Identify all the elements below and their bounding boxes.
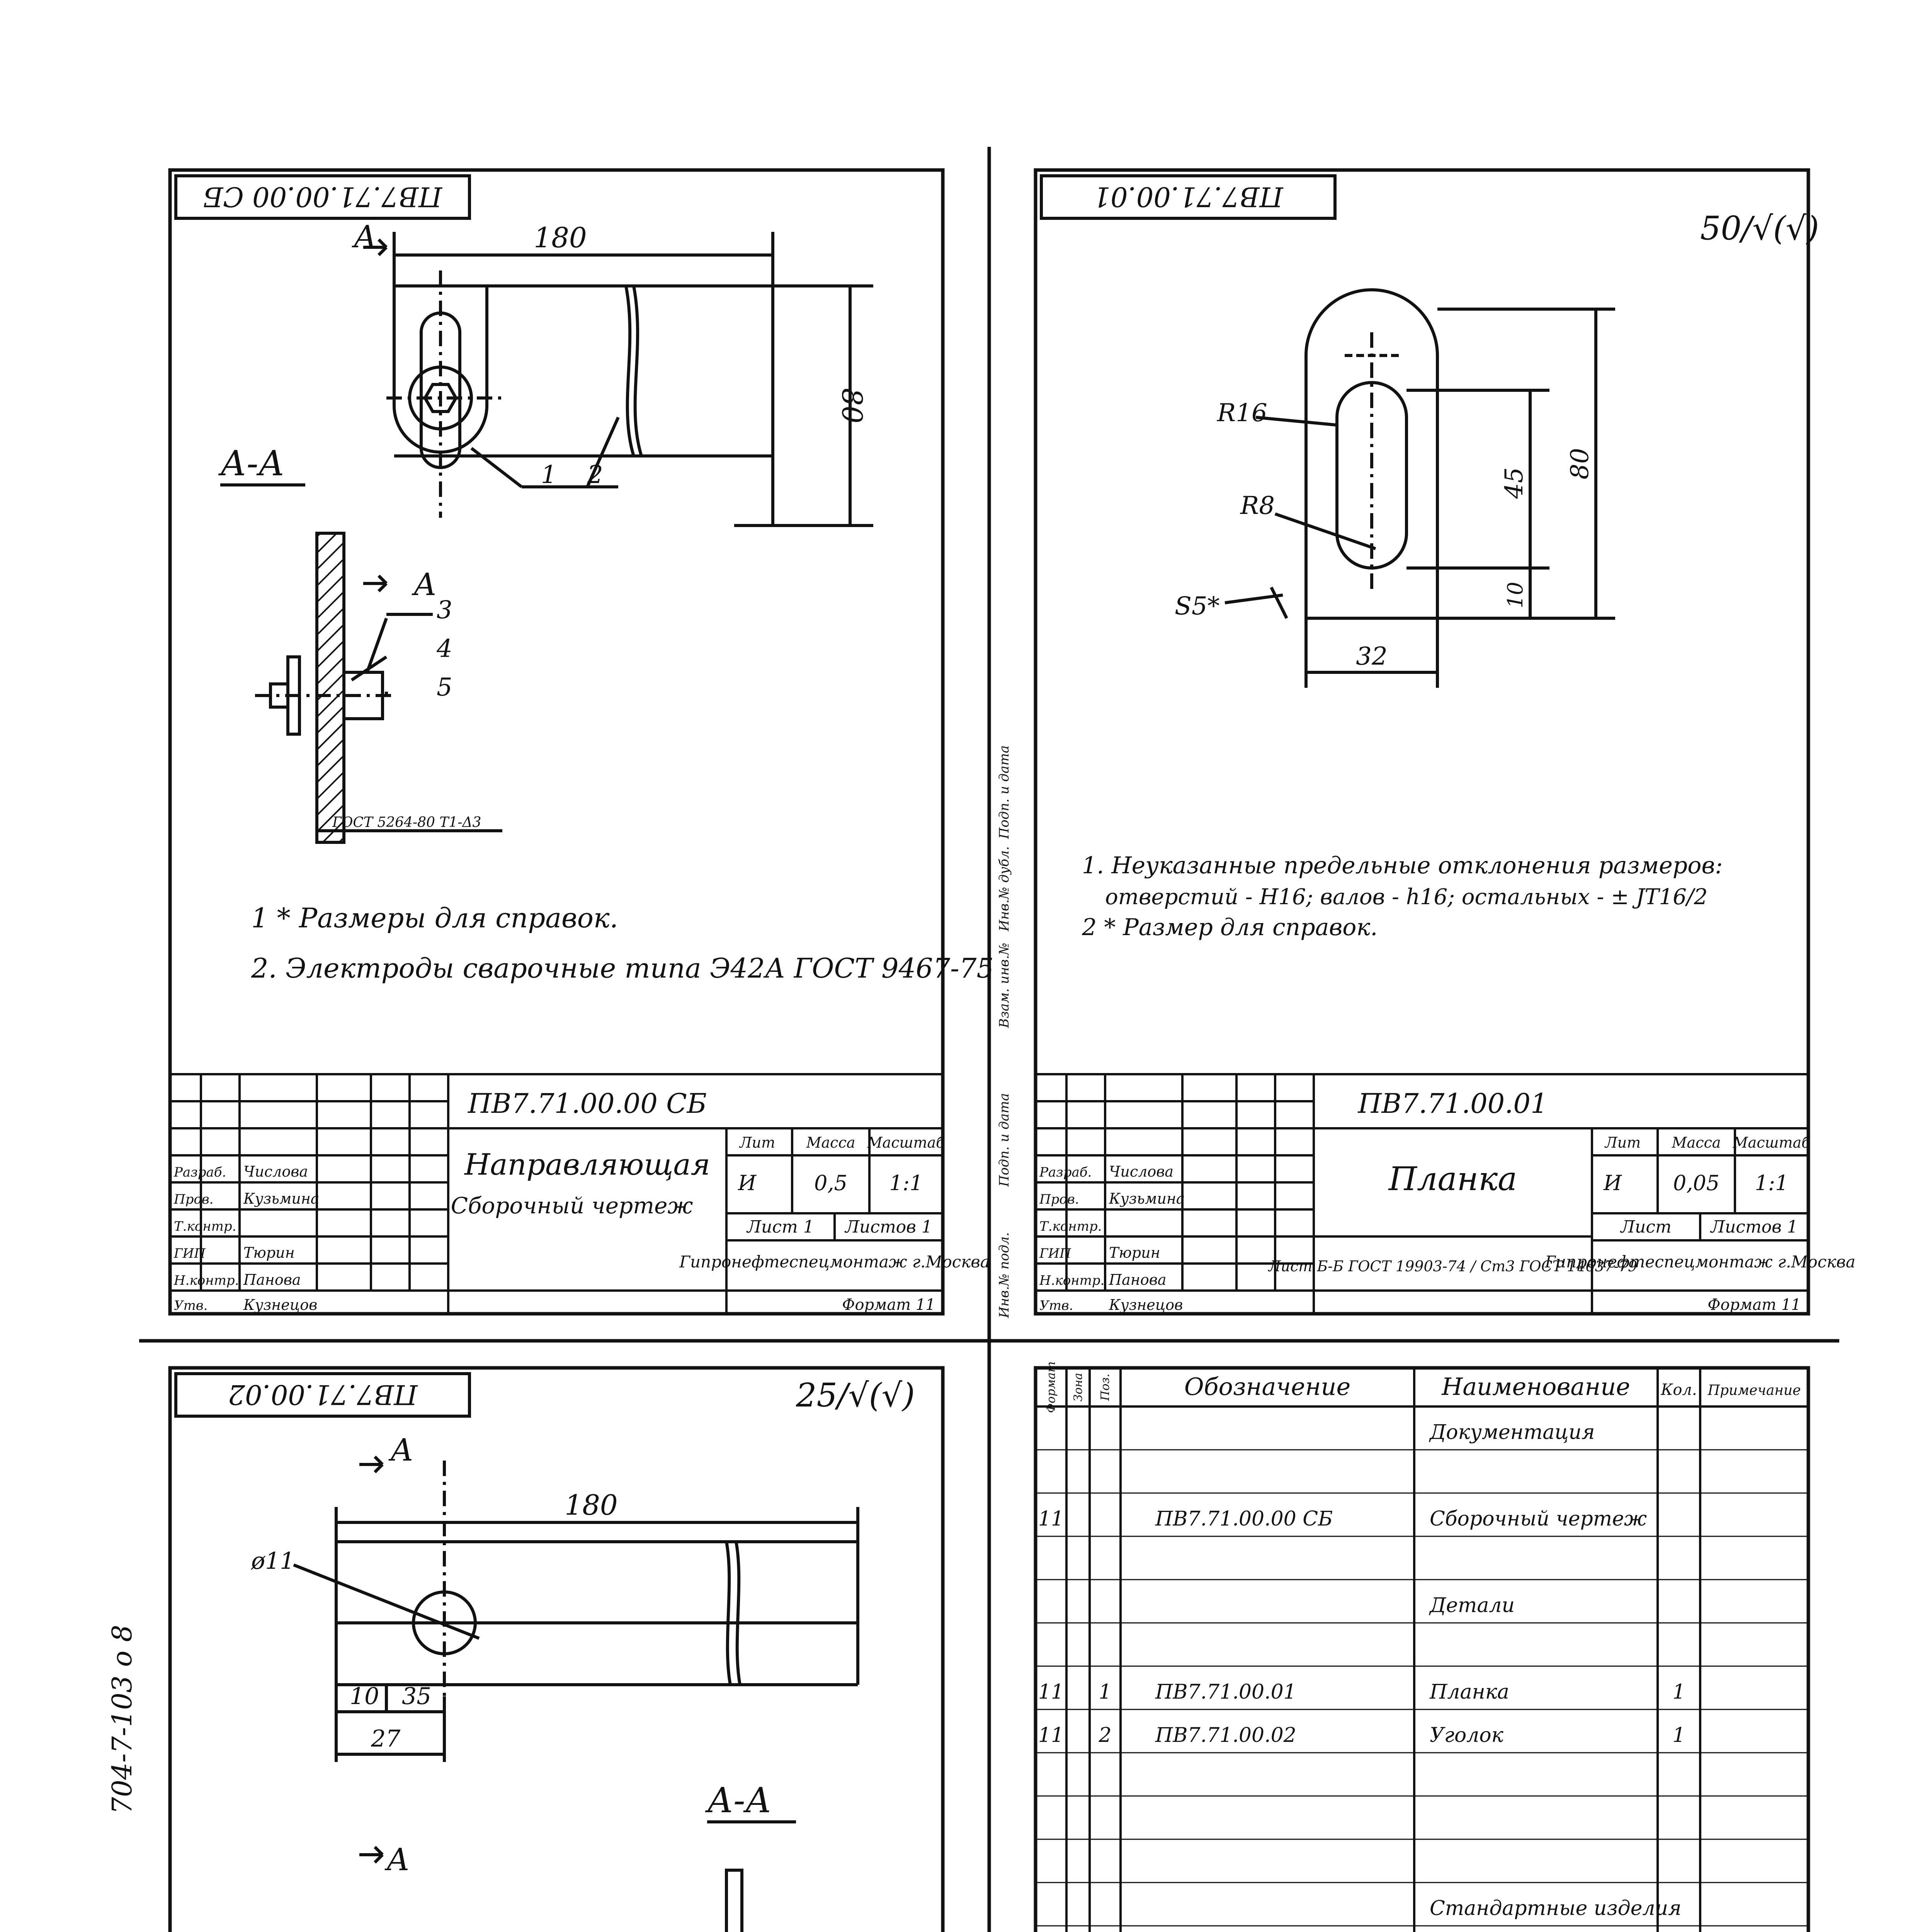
sheet-2-sheet: Лист (1621, 1217, 1672, 1237)
sheet-2-person-2: Кузьмина (1109, 1190, 1185, 1207)
spec-head-zone: Зона (1071, 1372, 1085, 1402)
sheet-1-col-lit: Лит (739, 1134, 776, 1151)
dim-hole-11: ø11 (251, 1548, 295, 1575)
sheet-2-stamp-code: ПВ7.71.00.01 (1093, 181, 1283, 213)
sheet-2-role-1: Разраб. (1039, 1165, 1092, 1180)
spec-cell-code: ПВ7.71.00.01 (1155, 1680, 1296, 1704)
leader-3: 3 (437, 596, 452, 624)
sheet-1-role-3: Т.контр. (174, 1219, 236, 1234)
spec-row-lines (1036, 1450, 1808, 1932)
sheet-2-role-5: Н.контр. (1039, 1273, 1105, 1288)
sheet-1-role-6: Утв. (174, 1298, 208, 1313)
dim-r16: R16 (1217, 399, 1267, 427)
sheet-2-sheets: Листов 1 (1711, 1217, 1798, 1237)
sheet-1-role-5: Н.контр. (174, 1273, 239, 1288)
spec-head-qty: Кол. (1661, 1381, 1697, 1399)
sheet-3-cut-bottom: А (386, 1842, 410, 1878)
spec-head-note: Примечание (1708, 1383, 1801, 1398)
side-strip (997, 745, 1012, 1318)
sheet-3-section-label: А-А (707, 1780, 772, 1821)
sheet-1-note-2: 2. Электроды сварочные типа Э42А ГОСТ 9467-75 (251, 952, 994, 984)
sheet-2-col-mass: Масса (1672, 1134, 1721, 1151)
dim-s5: S5* (1175, 592, 1220, 621)
dim-angle-27: 27 (371, 1725, 401, 1752)
dim-width-180: 180 (534, 221, 587, 254)
sheet-1-role-4: ГИП (174, 1246, 206, 1261)
sheet-2-role-4: ГИП (1039, 1246, 1071, 1261)
side-strip-4: Инв.№ дубл. (997, 846, 1012, 932)
sheet-2-person-6: Кузнецов (1109, 1296, 1183, 1313)
sheet-2-note-3: 2 * Размер для справок. (1082, 914, 1378, 941)
spec-cell-pos: 1 (1099, 1680, 1112, 1704)
sheet-1-stamp-code: ПВ7.71.00.00 СБ (203, 181, 442, 213)
sheet-1-org: Гипронефтеспецмонтаж г.Москва (679, 1252, 990, 1271)
dim-height-80: 80 (836, 388, 868, 423)
sheet-2-role-3: Т.контр. (1039, 1219, 1102, 1234)
sheet-3-angle (106, 1374, 990, 1932)
sheet-2-mass: 0,05 (1673, 1171, 1720, 1195)
spec-row-texts (1038, 1421, 1685, 1932)
spec-cell-name: Детали (1430, 1594, 1515, 1617)
plate-view (1225, 290, 1615, 688)
spec-cell-name: Уголок (1430, 1724, 1503, 1747)
sheet-2-code: ПВ7.71.00.01 (1358, 1088, 1548, 1119)
sheet-2-roughness: 50/√(√) (1700, 209, 1819, 247)
dim-angle-180: 180 (565, 1489, 618, 1521)
spec-head-code: Обозначение (1184, 1372, 1351, 1401)
spec-cell-format: 11 (1038, 1724, 1064, 1747)
dim-10: 10 (1503, 582, 1527, 609)
sheet-3-cut-top: А (390, 1432, 414, 1468)
sheet-2-person-5: Панова (1109, 1271, 1167, 1288)
sheet-3-stamp-code: ПВ7.71.00.02 (228, 1379, 418, 1410)
sheet-2-col-scale: Масштаб (1733, 1134, 1811, 1151)
side-strip-5: Подп. и дата (997, 745, 1012, 839)
sheet-4-specification (1036, 1361, 1855, 1932)
angle-section-profile (726, 1870, 823, 1932)
sheet-2-name: Планка (1388, 1160, 1517, 1198)
spec-cell-code: ПВ7.71.00.00 СБ (1155, 1507, 1333, 1531)
sheet-2-lit: И (1604, 1171, 1622, 1195)
sheet-1-person-4: Тюрин (243, 1244, 295, 1261)
dim-80: 80 (1566, 448, 1594, 480)
sheet-1-format: Формат 11 (842, 1296, 935, 1314)
sheet-1-role-1: Разраб. (174, 1165, 226, 1180)
leader-2: 2 (587, 461, 603, 489)
leader-1: 1 (541, 461, 557, 489)
spec-cell-name: Сборочный чертеж (1430, 1507, 1647, 1531)
assembly-plan-view (363, 232, 873, 591)
spec-cell-name: Планка (1430, 1680, 1509, 1704)
sheet-1-col-mass: Масса (806, 1134, 855, 1151)
sheet-2-col-lit: Лит (1605, 1134, 1641, 1151)
spec-cell-name: Стандартные изделия (1430, 1897, 1682, 1920)
sheet-2-material: Лист Б-Б ГОСТ 19903-74 / Ст3 ГОСТ 14637-79 (1268, 1258, 1638, 1275)
spec-cell-format: 11 (1038, 1507, 1064, 1531)
spec-head-format: Формат (1044, 1361, 1058, 1413)
sheet-1-name: Направляющая (464, 1147, 711, 1182)
spec-cell-pos: 2 (1099, 1724, 1112, 1747)
cut-mark-top: А (354, 219, 377, 255)
spec-head-name: Наименование (1442, 1372, 1630, 1401)
spec-cell-qty: 1 (1672, 1680, 1685, 1704)
sheet-1-lit: И (738, 1171, 757, 1195)
spec-cell-format: 11 (1038, 1680, 1064, 1704)
side-strip-2: Подп. и дата (997, 1093, 1012, 1187)
sheet-1-assembly (170, 176, 994, 1314)
sheet-2-role-6: Утв. (1039, 1298, 1073, 1313)
sheet-1-scale: 1:1 (889, 1171, 923, 1195)
spec-cell-qty: 1 (1672, 1724, 1685, 1747)
dim-angle-35: 35 (402, 1683, 432, 1710)
dim-32: 32 (1356, 642, 1388, 671)
leader-5: 5 (437, 673, 452, 702)
side-strip-1: Инв.№ подл. (997, 1232, 1012, 1318)
sheet-2-role-2: Пров. (1039, 1192, 1079, 1207)
sheet-1-role-2: Пров. (174, 1192, 214, 1207)
spec-head-pos: Поз. (1099, 1373, 1112, 1401)
sheet-2-person-1: Числова (1109, 1163, 1173, 1180)
sheet-1-person-5: Панова (243, 1271, 301, 1288)
sheet-1-sheet: Лист 1 (747, 1217, 814, 1237)
dim-45: 45 (1500, 467, 1529, 499)
sheet-1-person-6: Кузнецов (243, 1296, 318, 1313)
sheet-1-code: ПВ7.71.00.00 СБ (468, 1088, 707, 1119)
sheet-2-note-2: отверстий - Н16; валов - h16; остальных - ± JT16/2 (1105, 884, 1708, 910)
leader-4: 4 (437, 634, 452, 663)
sheet-2-person-4: Тюрин (1109, 1244, 1160, 1261)
weld-gost-note: ГОСТ 5264-80 Т1-Δ3 (332, 815, 481, 830)
assembly-section-view (255, 533, 502, 842)
sheet-3-side-stamp: 704-7-103 о 8 (106, 1624, 138, 1815)
spec-cell-code: ПВ7.71.00.02 (1155, 1724, 1296, 1747)
spec-cell-name: Документация (1430, 1421, 1595, 1444)
dim-angle-10: 10 (350, 1683, 379, 1710)
sheet-2-note-1: 1. Неуказанные предельные отклонения размеров: (1082, 852, 1723, 879)
sheet-1-person-1: Числова (243, 1163, 308, 1180)
sheet-1-col-scale: Масштаб (867, 1134, 945, 1151)
section-label-aa: А-А (220, 443, 285, 484)
side-strip-3: Взам. инв.№ (997, 942, 1012, 1028)
dim-r8: R8 (1240, 492, 1275, 520)
sheet-1-mass: 0,5 (814, 1171, 847, 1195)
sheet-1-person-2: Кузьмина (243, 1190, 320, 1207)
sheet-1-subname: Сборочный чертеж (451, 1192, 693, 1219)
sheet-1-sheets: Листов 1 (845, 1217, 932, 1237)
cut-mark-bottom: А (413, 566, 437, 602)
spec-table-grid (1036, 1368, 1808, 1932)
sheet-1-note-1: 1 * Размеры для справок. (251, 902, 618, 934)
sheet-2-plate (1036, 176, 1855, 1314)
sheet-2-org: Гипронефтеспецмонтаж г.Москва (1545, 1252, 1855, 1271)
sheet-2-format: Формат 11 (1708, 1296, 1801, 1314)
sheet-2-scale: 1:1 (1755, 1171, 1789, 1195)
sheet-3-roughness: 25/√(√) (796, 1376, 915, 1414)
